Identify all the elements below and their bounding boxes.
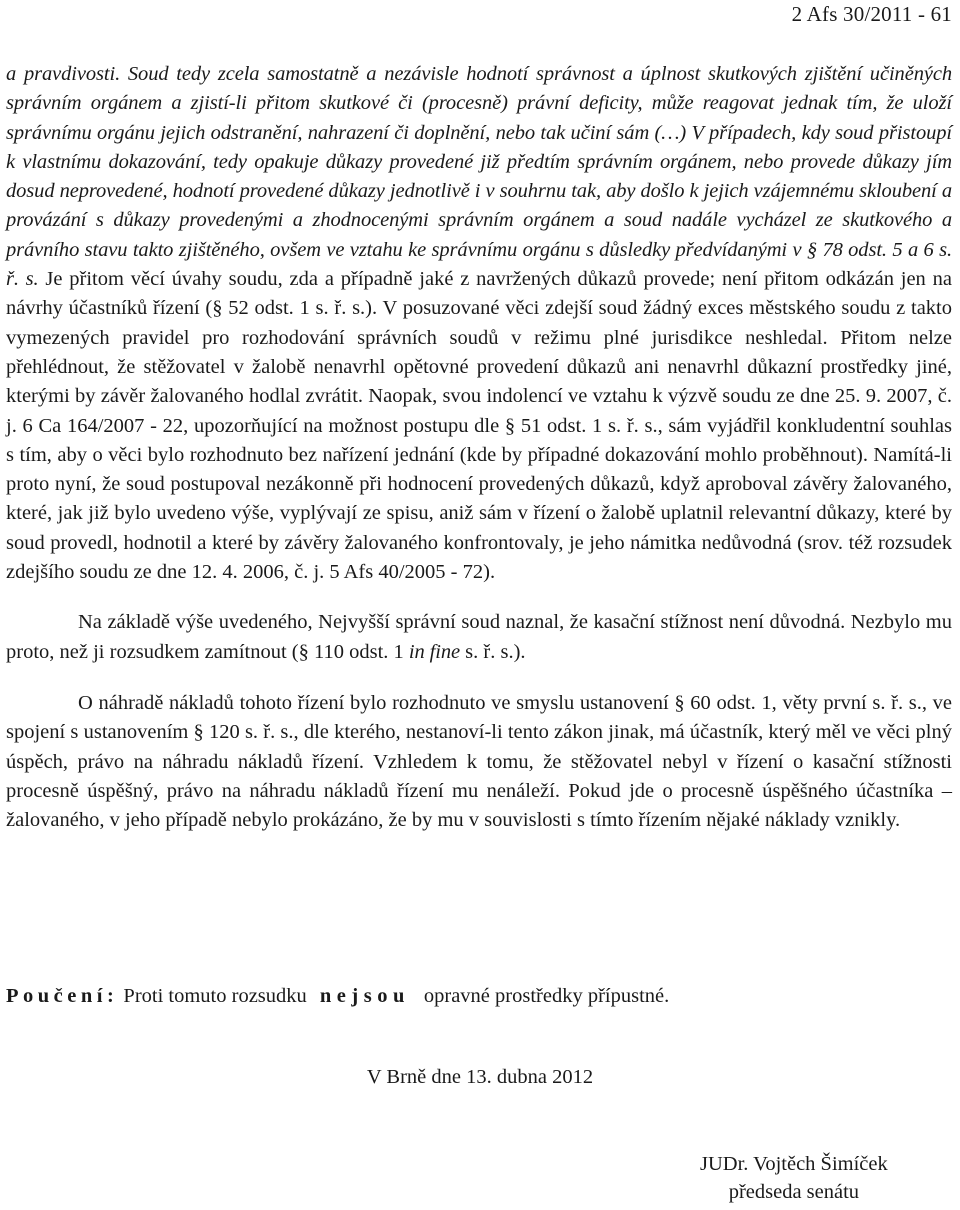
paragraph-reasoning	[6, 60, 952, 587]
signatory-name: JUDr. Vojtěch Šimíček	[700, 1153, 888, 1175]
signature-block	[700, 1150, 888, 1206]
signatory-title: předseda senátu	[728, 1181, 860, 1203]
notice-emphasis: nejsou	[319, 985, 410, 1007]
reasoning-text: Je přitom věcí úvahy soudu, zda a případně jaké z navržených důkazů provede; není přitom odkázán jen na návrhy účastníků řízení (§ 52 odst. 1 s. ř. s.). V posuzované věci zdejší soud žádný exces městského soudu z takto vymezených pravidel pro rozhodování správních soudů v režimu plné jurisdikce neshledal. Přitom nelze přehlédnout, že stěžovatel v žalobě nenavrhl opětovné provedení důkazů ani nenavrhl důkazní prostředky jiné, kterými by závěr žalovaného hodlal zvrátit. Naopak, svou indolencí ve vztahu k výzvě soudu ze dne 25. 9. 2007, č. j. 6 Ca 164/2007 - 22, upozorňující na možnost postupu dle § 51 odst. 1 s. ř. s., sám vyjádřil konkludentní souhlas s tím, aby o věci bylo rozhodnuto bez nařízení jednání (kde by případné dokazování mohlo proběhnout). Namítá-li proto nyní, že soud postupoval nezákonně při hodnocení provedených důkazů, když aproboval závěry žalovaného, které, jak již bylo uvedeno výše, vyplývají ze spisu, aniž sám v řízení o žalobě uplatnil relevantní důkazy, které by soud provedl, hodnotil a které by závěry žalovaného konfrontovaly, je jeho námitka nedůvodná (srov. též rozsudek zdejšího soudu ze dne 12. 4. 2006, č. j. 5 Afs 40/2005 - 72).	[6, 268, 952, 584]
paragraph-conclusion	[6, 608, 952, 667]
legal-notice	[6, 982, 952, 1011]
notice-label: Poučení:	[6, 985, 119, 1007]
in-fine-term: in fine	[408, 640, 461, 663]
page-number: 2 Afs 30/2011 - 61	[791, 2, 952, 26]
notice-text-end: opravné prostředky přípustné.	[423, 985, 670, 1007]
judgment-body	[6, 60, 952, 835]
conclusion-text: Na základě výše uvedeného, Nejvyšší správní soud naznal, že kasační stížnost není důvodná. Nezbylo mu proto, než ji rozsudkem zamítnout (§ 110 odst. 1	[6, 611, 952, 663]
place-and-date: V Brně dne 13. dubna 2012	[366, 1066, 594, 1088]
quoted-case-law: a pravdivosti. Soud tedy zcela samostatně a nezávisle hodnotí správnost a úplnost skutkových zjištění učiněných správním orgánem a zjistí-li přitom skutkové či (procesně) právní deficity, může reagovat jednak tím, že uloží správnímu orgánu jejich odstranění, nahrazení či doplnění, nebo tak učiní sám (…) V případech, kdy soud přistoupí k vlastnímu dokazování, tedy opakuje důkazy provedené již předtím správním orgánem, nebo provede důkazy jím dosud neprovedené, hodnotí provedené důkazy jednotlivě i v souhrnu tak, aby došlo k jejich vzájemnému skloubení a provázání s důkazy provedenými a zhodnocenými správním orgánem a soud nadále vycházel ze skutkového a právního stavu takto zjištěného, ovšem ve vztahu ke správnímu orgánu s důsledky předvídanými v § 78 odst. 5 a 6 s. ř. s.	[6, 63, 952, 291]
conclusion-end: s. ř. s.).	[460, 640, 526, 663]
paragraph-costs: O náhradě nákladů tohoto řízení bylo rozhodnuto ve smyslu ustanovení § 60 odst. 1, věty první s. ř. s., ve spojení s ustanovením § 120 s. ř. s., dle kterého, nestanoví-li tento zákon jinak, má účastník, který měl ve věci plný úspěch, právo na náhradu nákladů řízení. Vzhledem k tomu, že stěžovatel nebyl v řízení o kasační stížnosti procesně úspěšný, právo na náhradu nákladů řízení mu nenáleží. Pokud jde o procesně úspěšného účastníka – žalovaného, v jeho případě nebylo prokázáno, že by mu v souvislosti s tímto řízením nějaké náklady vznikly.	[6, 691, 952, 832]
notice-text: Proti tomuto rozsudku	[118, 985, 312, 1007]
